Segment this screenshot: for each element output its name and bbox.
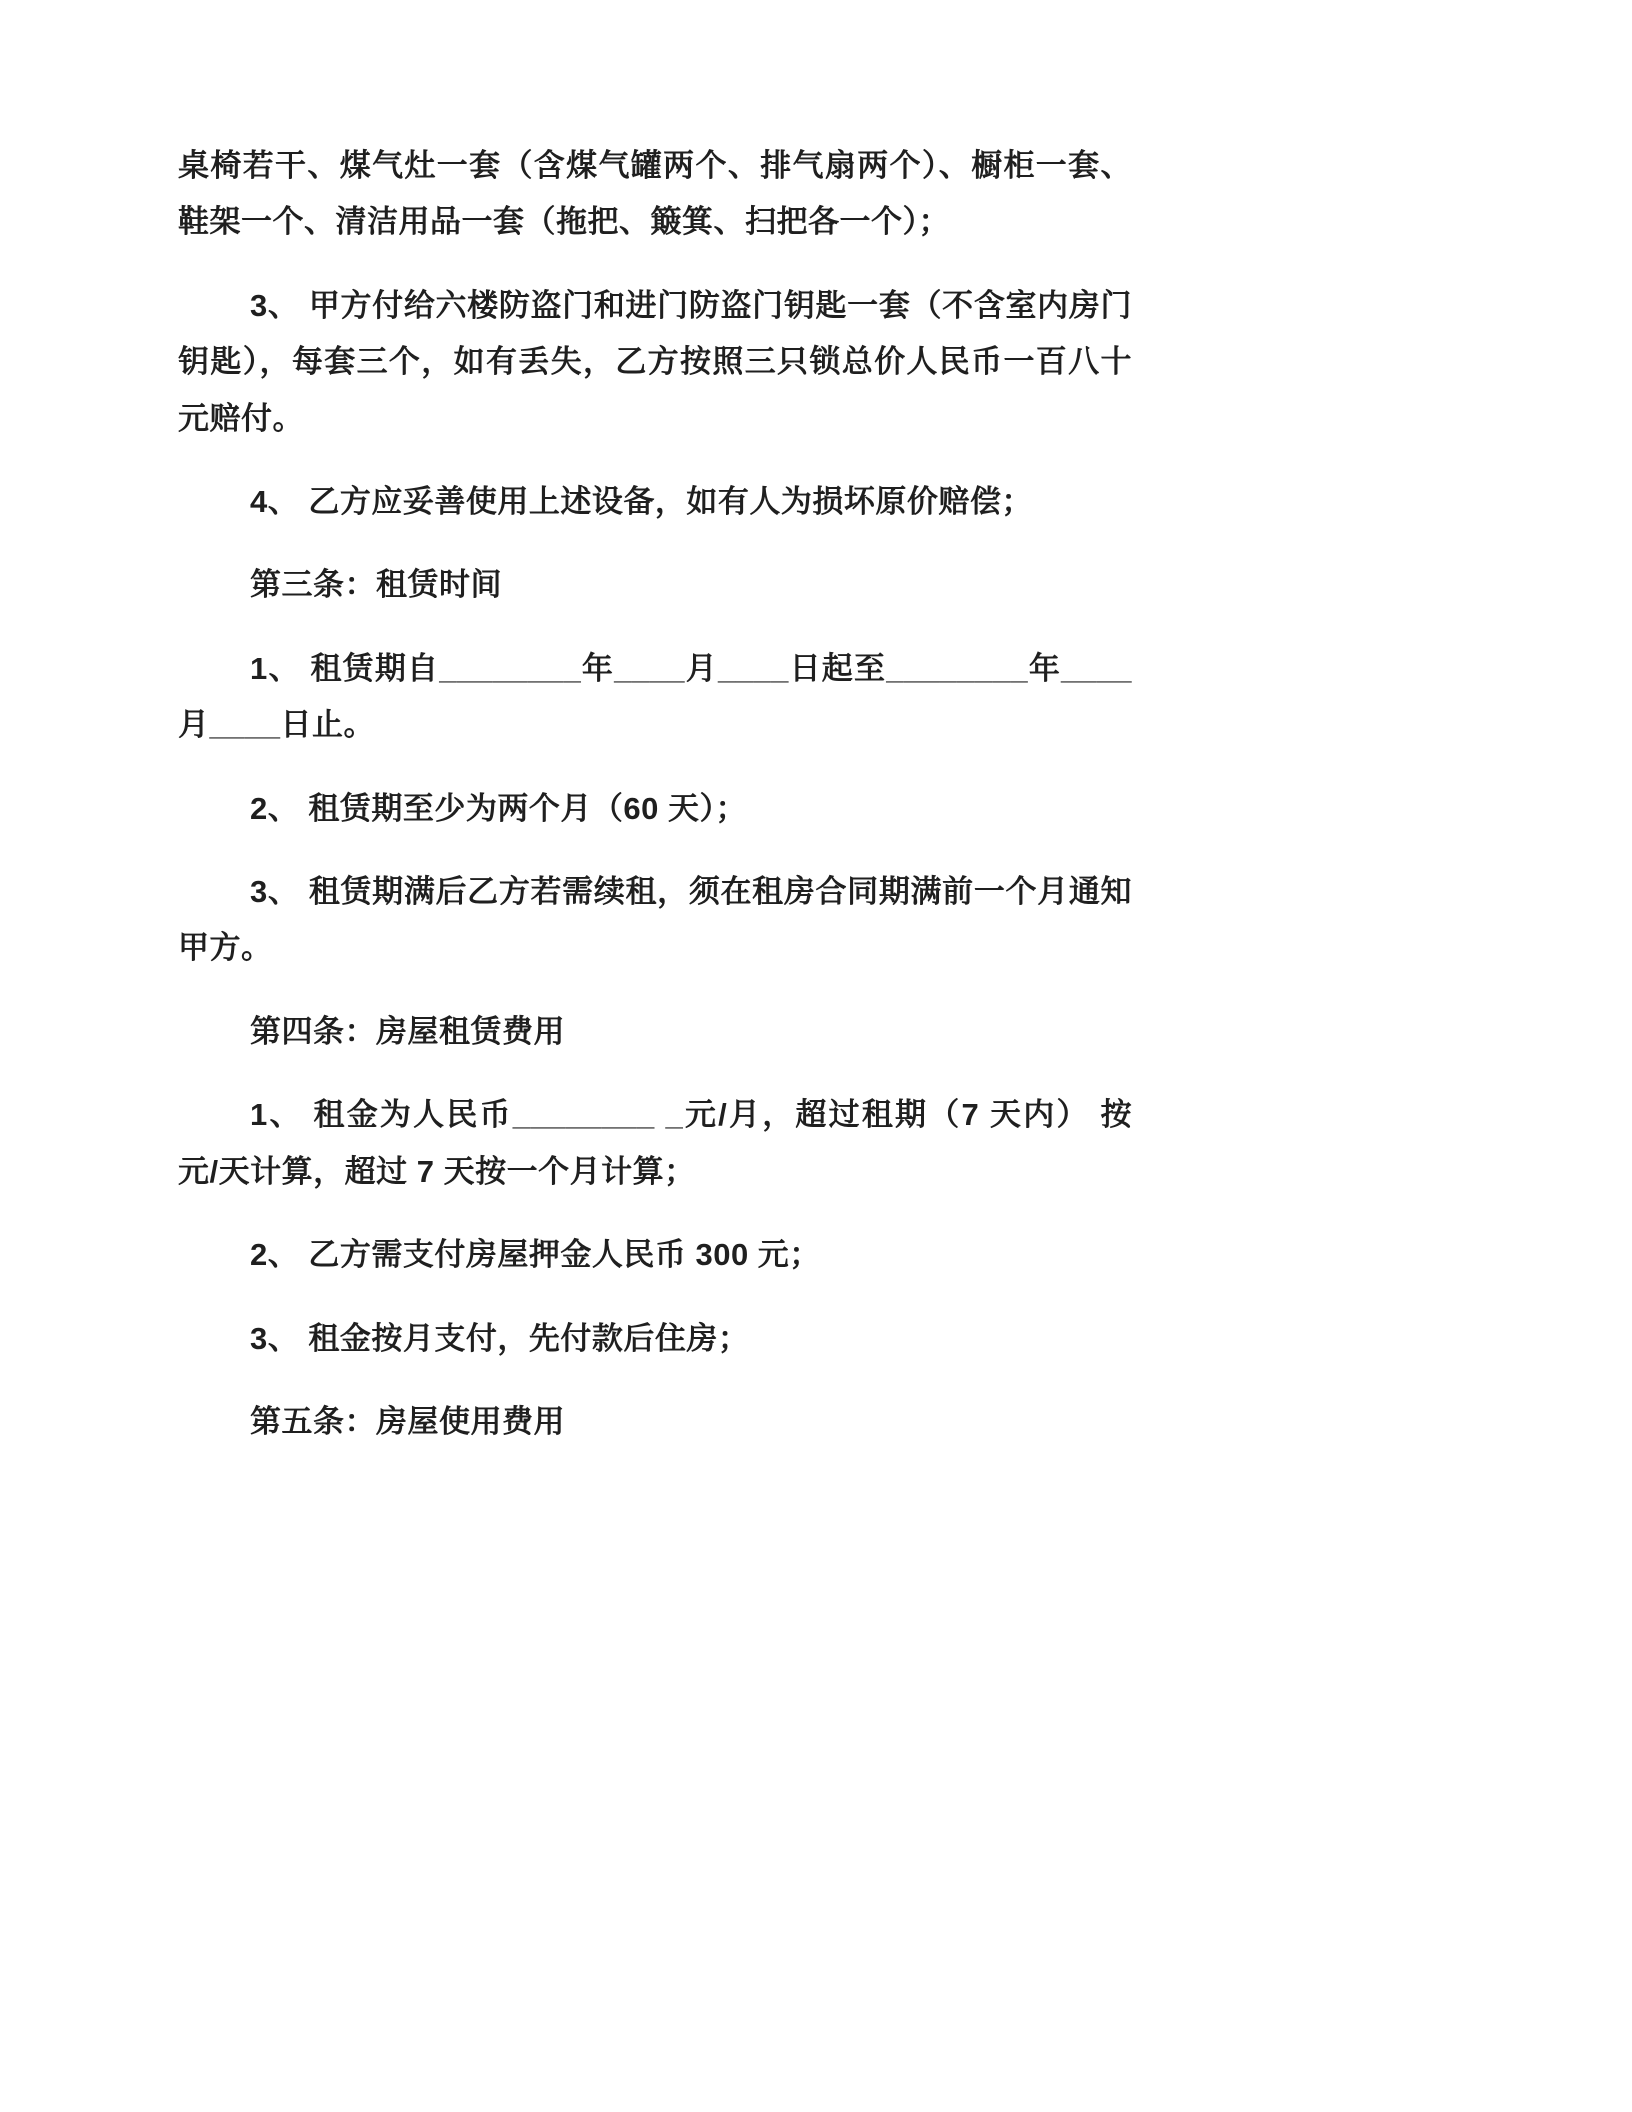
- paragraph-furnishings-continuation: 桌椅若干、煤气灶一套（含煤气罐两个、排气扇两个）、橱柜一套、鞋架一个、清洁用品一套（拖把、簸箕、扫把各一个）；: [178, 148, 1132, 240]
- paragraph-clause2-item3: 3、 甲方付给六楼防盗门和进门防盗门钥匙一套（不含室内房门钥匙），每套三个，如有丢失，乙方按照三只锁总价人民币一百八十元赔付。: [178, 287, 1132, 436]
- document-body: [178, 138, 1132, 1450]
- clause4-heading: 第四条：房屋租赁费用: [250, 1013, 565, 1049]
- paragraph-clause4-item1: 1、 租金为人民币________ _元/月，超过租期（7 天内） 按 元/天计算，超过 7 天按一个月计算；: [178, 1097, 1132, 1189]
- paragraph-clause3-item1: 1、 租赁期自________年____月____日起至________年____月____日止。: [178, 650, 1132, 743]
- paragraph-clause3-item2: 2、 租赁期至少为两个月（60 天）；: [250, 790, 747, 826]
- clause3-heading: 第三条：租赁时间: [250, 567, 502, 603]
- paragraph-clause4-item2: 2、 乙方需支付房屋押金人民币 300 元；: [250, 1237, 821, 1273]
- paragraph-clause3-item3: 3、 租赁期满后乙方若需续租，须在租房合同期满前一个月通知甲方。: [178, 874, 1132, 966]
- paragraph-clause4-item3: 3、 租金按月支付，先付款后住房；: [250, 1320, 750, 1356]
- clause5-heading: 第五条：房屋使用费用: [250, 1403, 565, 1439]
- paragraph-clause2-item4: 4、 乙方应妥善使用上述设备，如有人为损坏原价赔偿；: [250, 484, 1033, 520]
